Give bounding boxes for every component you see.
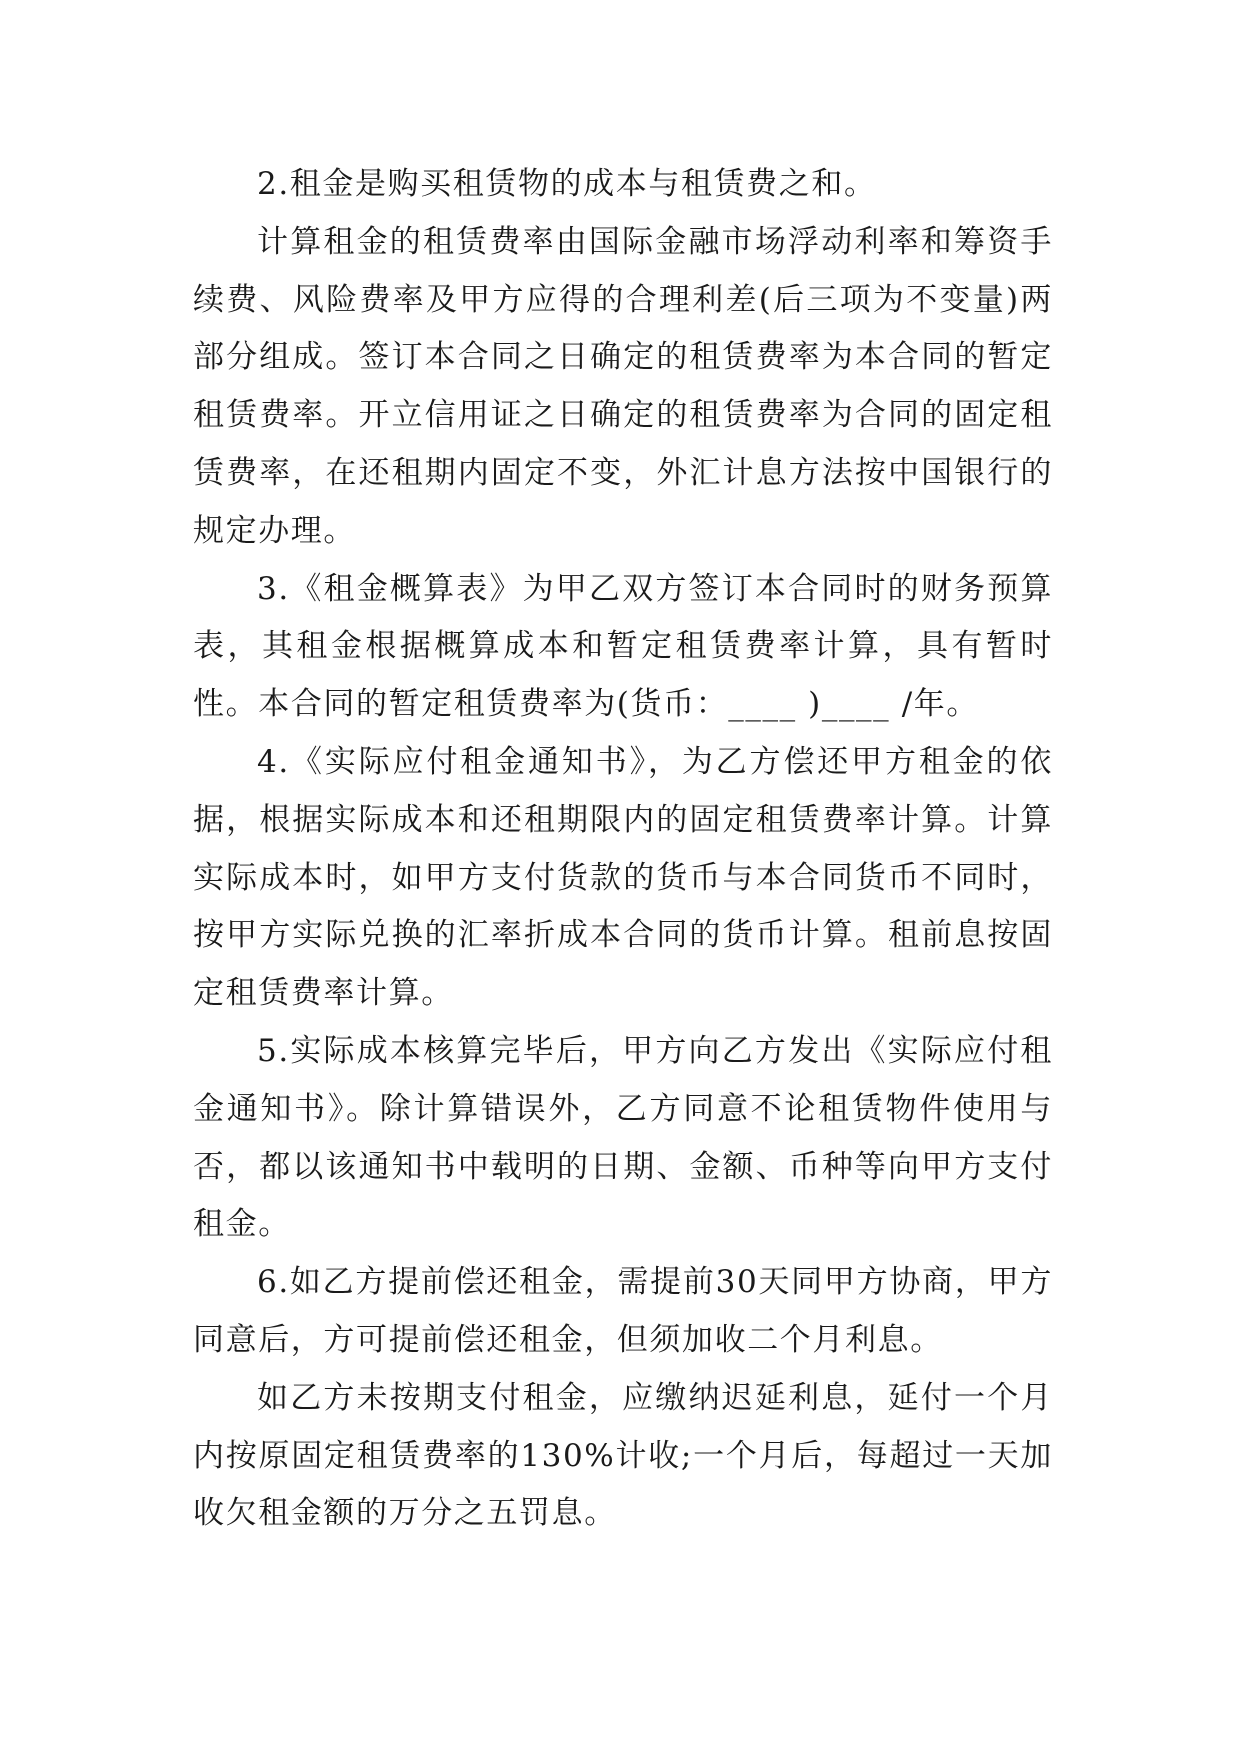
- paragraph-payment-notice: 4.《实际应付租金通知书》，为乙方偿还甲方租金的依据，根据实际成本和还租期限内的固定租赁费率计算。计算实际成本时，如甲方支付货款的货币与本合同货币不同时，按甲方实际兑换的汇率折成本合同的货币计算。租前息按固定租赁费率计算。: [193, 743, 1053, 1012]
- paragraph-rate-composition: 计算租金的租赁费率由国际金融市场浮动利率和筹资手续费、风险费率及甲方应得的合理利差(后三项为不变量)两部分组成。签订本合同之日确定的租赁费率为本合同的暂定租赁费率。开立信用证之日确定的租赁费率为合同的固定租赁费率，在还租期内固定不变，外汇计息方法按中国银行的规定办理。: [193, 223, 1053, 549]
- document-body: [193, 156, 1053, 1543]
- paragraph-rent-definition: 2.租金是购买租赁物的成本与租赁费之和。: [257, 166, 877, 202]
- paragraph-cost-accounting: 5.实际成本核算完毕后，甲方向乙方发出《实际应付租金通知书》。除计算错误外，乙方同意不论租赁物件使用与否，都以该通知书中载明的日期、金额、币种等向甲方支付租金。: [193, 1032, 1053, 1243]
- paragraph-early-repayment: 6.如乙方提前偿还租金，需提前30天同甲方协商，甲方同意后，方可提前偿还租金，但须加收二个月利息。: [193, 1264, 1053, 1358]
- paragraph-late-payment: 如乙方未按期支付租金，应缴纳迟延利息，延付一个月内按原固定租赁费率的130%计收;一个月后，每超过一天加收欠租金额的万分之五罚息。: [193, 1379, 1053, 1532]
- paragraph-rent-estimate-table: 3.《租金概算表》为甲乙双方签订本合同时的财务预算表，其租金根据概算成本和暂定租赁费率计算，具有暂时性。本合同的暂定租赁费率为(货币：____ )____ /年。: [193, 570, 1053, 723]
